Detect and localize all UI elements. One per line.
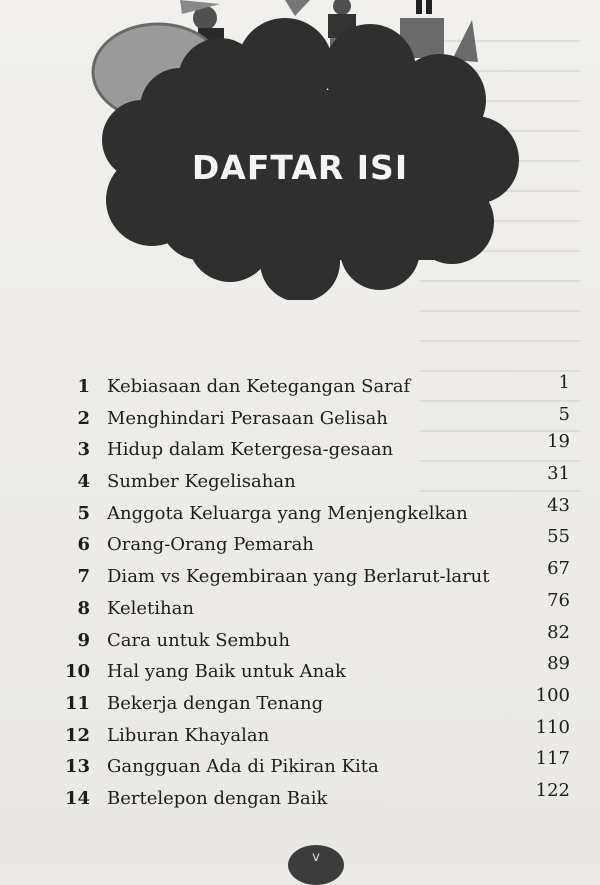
- chapter-number: 5: [77, 502, 90, 524]
- chapter-page: 31: [547, 463, 570, 485]
- chapter-title: Menghindari Perasaan Gelisah: [107, 407, 388, 429]
- chapter-page: 76: [547, 589, 570, 611]
- chapter-title: Anggota Keluarga yang Menjengkelkan: [107, 502, 468, 524]
- chapter-page: 82: [547, 621, 570, 643]
- toc-row: [60, 621, 570, 656]
- page-number-badge: [288, 845, 344, 885]
- chapter-page: 67: [547, 558, 570, 580]
- page-number: v: [312, 850, 320, 865]
- chapter-title: Liburan Khayalan: [107, 724, 270, 746]
- chapter-number: 2: [77, 407, 90, 429]
- chapter-number: 4: [77, 471, 90, 493]
- chapter-number: 9: [77, 629, 90, 651]
- chapter-title: Bekerja dengan Tenang: [107, 692, 324, 714]
- toc-row: [60, 684, 570, 719]
- toc-row: [60, 494, 570, 529]
- toc-row: [60, 779, 570, 814]
- chapter-title: Kebiasaan dan Ketegangan Saraf: [107, 376, 411, 397]
- chapter-title: Sumber Kegelisahan: [107, 471, 296, 493]
- toc-row: [60, 716, 570, 751]
- chapter-number: 13: [64, 756, 90, 778]
- chapter-number: 12: [64, 724, 90, 746]
- toc-row: [60, 560, 570, 592]
- toc-row: [60, 750, 570, 782]
- chapter-page: 100: [535, 684, 570, 706]
- chapter-page: 1: [558, 372, 570, 393]
- chapter-page: 122: [535, 779, 570, 801]
- table-of-contents: [60, 370, 570, 814]
- toc-row: [60, 433, 570, 465]
- chapter-number: 1: [77, 376, 90, 397]
- chapter-number: 3: [77, 439, 90, 461]
- chapter-number: 10: [64, 661, 90, 683]
- chapter-title: Hal yang Baik untuk Anak: [107, 661, 346, 683]
- chapter-page: 19: [547, 431, 570, 453]
- chapter-page: 89: [547, 653, 570, 675]
- chapter-title: Diam vs Kegembiraan yang Berlarut-larut: [107, 566, 490, 588]
- chapter-number: 6: [77, 534, 90, 556]
- chapter-page: 117: [535, 748, 570, 770]
- page-title: DAFTAR ISI: [191, 148, 409, 187]
- toc-row: [60, 589, 570, 624]
- chapter-title: Orang-Orang Pemarah: [107, 534, 314, 556]
- toc-row: [60, 370, 570, 402]
- chapter-page: 55: [547, 526, 570, 548]
- chapter-number: 11: [64, 692, 90, 714]
- chapter-number: 8: [77, 597, 90, 619]
- chapter-page: 110: [535, 716, 570, 738]
- toc-row: [60, 402, 570, 434]
- chapter-title: Hidup dalam Ketergesa-gesaan: [107, 439, 394, 461]
- chapter-title: Bertelepon dengan Baik: [107, 787, 328, 809]
- chapter-title: Gangguan Ada di Pikiran Kita: [107, 756, 379, 778]
- chapter-number: 14: [64, 787, 90, 809]
- toc-row: [60, 655, 570, 687]
- toc-row: [60, 465, 570, 497]
- chapter-title: Cara untuk Sembuh: [107, 629, 290, 651]
- chapter-page: 5: [558, 403, 570, 425]
- chapter-title: Keletihan: [107, 597, 194, 619]
- chapter-number: 7: [77, 566, 90, 588]
- toc-row: [60, 528, 570, 560]
- chapter-page: 43: [547, 494, 570, 516]
